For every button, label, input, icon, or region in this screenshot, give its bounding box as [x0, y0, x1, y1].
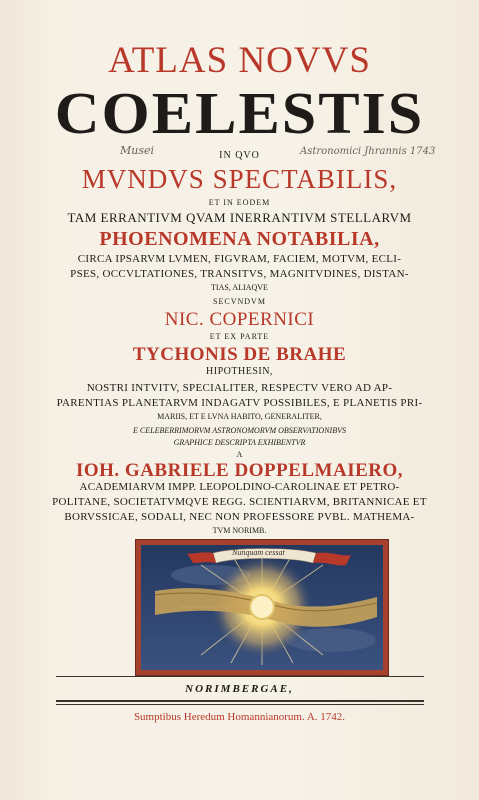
text-circa-3: TIAS, ALIAQVE — [211, 283, 268, 292]
imprint-rule-top — [56, 676, 424, 677]
text-hypothesin: HIPOTHESIN, — [206, 366, 273, 377]
text-copernici: NIC. COPERNICI — [164, 309, 315, 330]
text-celeberrimorum-1: E CELEBERRIMORVM ASTRONOMORVM OBSERVATIONIBVS — [133, 426, 346, 435]
title-atlas-novus: ATLAS NOVVS — [108, 40, 371, 81]
text-celeberrimorum-2: GRAPHICE DESCRIPTA EXHIBENTVR — [173, 438, 306, 447]
text-circa-1: CIRCA IPSARVM LVMEN, FIGVRAM, FACIEM, MOTVM, ECLI- — [77, 253, 402, 265]
sun-vignette-illustration — [141, 545, 383, 670]
text-nostri-1: NOSTRI INTVITV, SPECIALITER, RESPECTV VERO AD AP- — [86, 382, 393, 394]
text-tam-errantium: TAM ERRANTIVM QVAM INERRANTIVM STELLARVM — [67, 210, 412, 225]
text-in-quo: IN QVO — [219, 150, 260, 161]
sun-vignette — [136, 540, 388, 675]
text-phoenomena: PHOENOMENA NOTABILIA, — [99, 228, 380, 250]
text-et-in-eodem: ET IN EODEM — [208, 198, 271, 207]
text-circa-2: PSES, OCCVLTATIONES, TRANSITVS, MAGNITVDINES, DISTAN- — [70, 268, 409, 280]
vignette-motto: Nunquam cessat — [232, 548, 285, 557]
text-academiarum-1: ACADEMIARVM IMPP. LEOPOLDINO-CAROLINAE ET PETRO- — [79, 481, 400, 493]
text-tychonis: TYCHONIS DE BRAHE — [132, 344, 347, 365]
text-academiarum-3: BORVSSICAE, SODALI, NEC NON PROFESSORE PVBL. MATHEMA- — [64, 511, 415, 523]
text-academiarum-2: POLITANE, SOCIETATVMQVE REGG. SCIENTIARVM, BRITANNICAE ET — [52, 496, 427, 508]
imprint-publisher: Sumptibus Heredum Homannianorum. A. 1742. — [133, 711, 346, 723]
text-nostri-3: MARIIS, ET E LVNA HABITO, GENERALITER, — [157, 412, 322, 421]
imprint-city: NORIMBERGAE, — [185, 683, 294, 695]
text-a: A — [236, 450, 243, 459]
handwritten-note-right: Astronomici Jhrannis 1743 — [300, 146, 436, 157]
text-author: IOH. GABRIELE DOPPELMAIERO, — [75, 460, 404, 481]
title-coelestis: COELESTIS — [54, 81, 425, 147]
text-secundum: SECVNDVM — [213, 297, 266, 306]
text-academiarum-4: TVM NORIMB. — [212, 526, 267, 535]
imprint-rule-thick — [56, 700, 424, 702]
text-mundus-spectabilis: MVNDVS SPECTABILIS, — [81, 164, 398, 194]
imprint-rule-thin — [56, 704, 424, 705]
handwritten-note-left: Musei — [120, 144, 155, 157]
text-nostri-2: PARENTIAS PLANETARVM INDAGATV POSSIBILES, E PLANETIS PRI- — [56, 397, 423, 409]
text-et-ex-parte: ET EX PARTE — [209, 332, 270, 341]
